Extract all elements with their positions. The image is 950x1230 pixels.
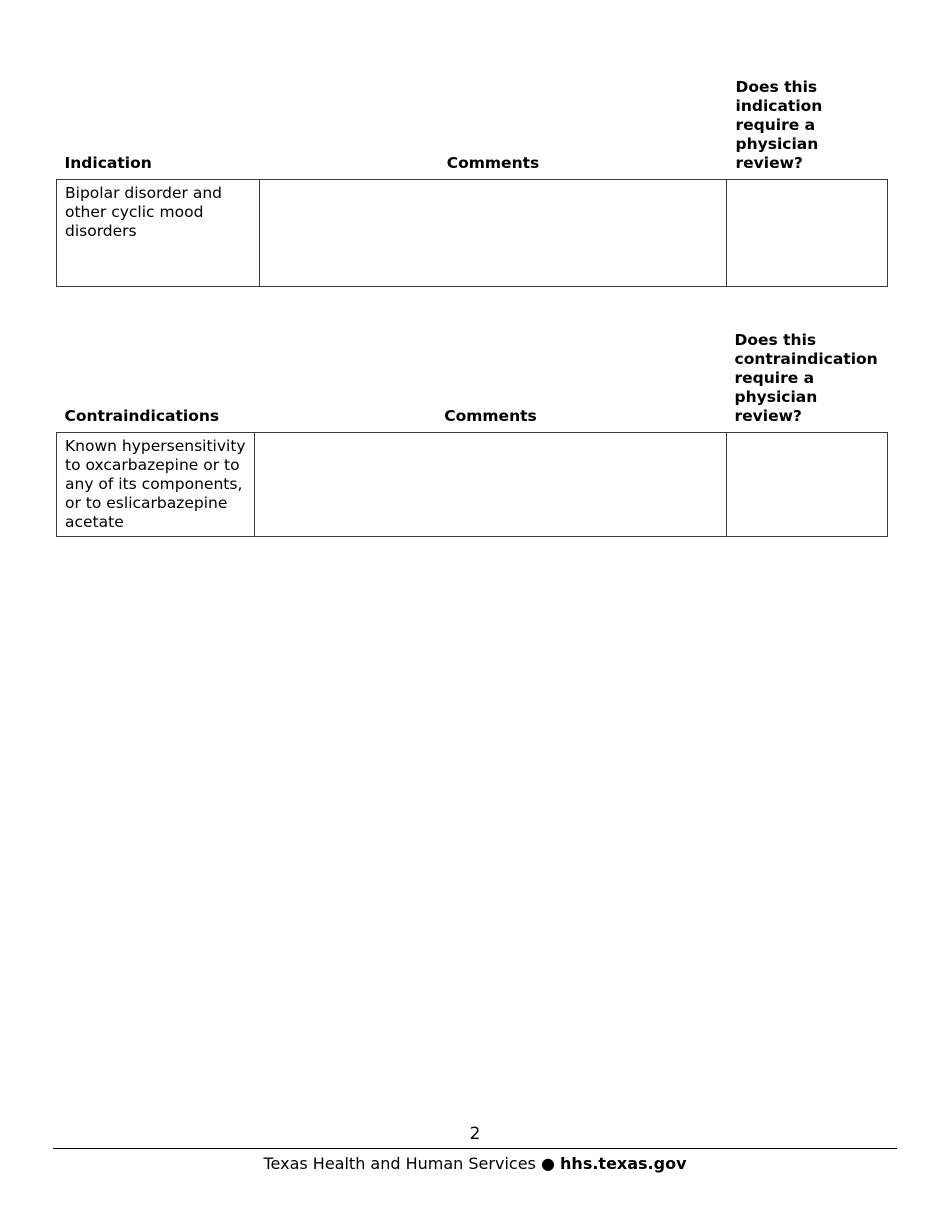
page-number: 2 <box>469 1124 481 1144</box>
footer-website-link[interactable]: hhs.texas.gov <box>560 1154 687 1173</box>
indication-header: Indication <box>64 154 152 172</box>
indication-cell: Bipolar disorder and other cyclic mood disorders <box>57 180 260 287</box>
comments-cell[interactable] <box>260 180 727 287</box>
contraindication-cell: Known hypersensitivity to oxcarbazepine or to any of its components, or to eslicarbazepine acetate <box>57 433 255 537</box>
footer-separator: ● <box>540 1154 555 1173</box>
contraindication-header-row <box>57 331 888 433</box>
physician-review-header: Does this contraindication require a physician review? <box>734 331 878 425</box>
comments-header: Comments <box>446 154 540 172</box>
footer-divider <box>53 1148 897 1149</box>
indication-table <box>56 78 888 287</box>
contraindication-table <box>56 331 888 537</box>
physician-review-cell[interactable] <box>727 180 888 287</box>
physician-review-header: Does this indication require a physician review? <box>735 78 823 172</box>
physician-review-cell[interactable] <box>727 433 888 537</box>
footer-organization: Texas Health and Human Services <box>263 1154 536 1173</box>
indication-header-row <box>57 78 888 180</box>
contraindications-header: Contraindications <box>64 407 220 425</box>
comments-cell[interactable] <box>255 433 727 537</box>
table-row <box>57 180 888 287</box>
footer <box>0 1154 950 1174</box>
table-row <box>57 433 888 537</box>
comments-header: Comments <box>444 407 537 425</box>
